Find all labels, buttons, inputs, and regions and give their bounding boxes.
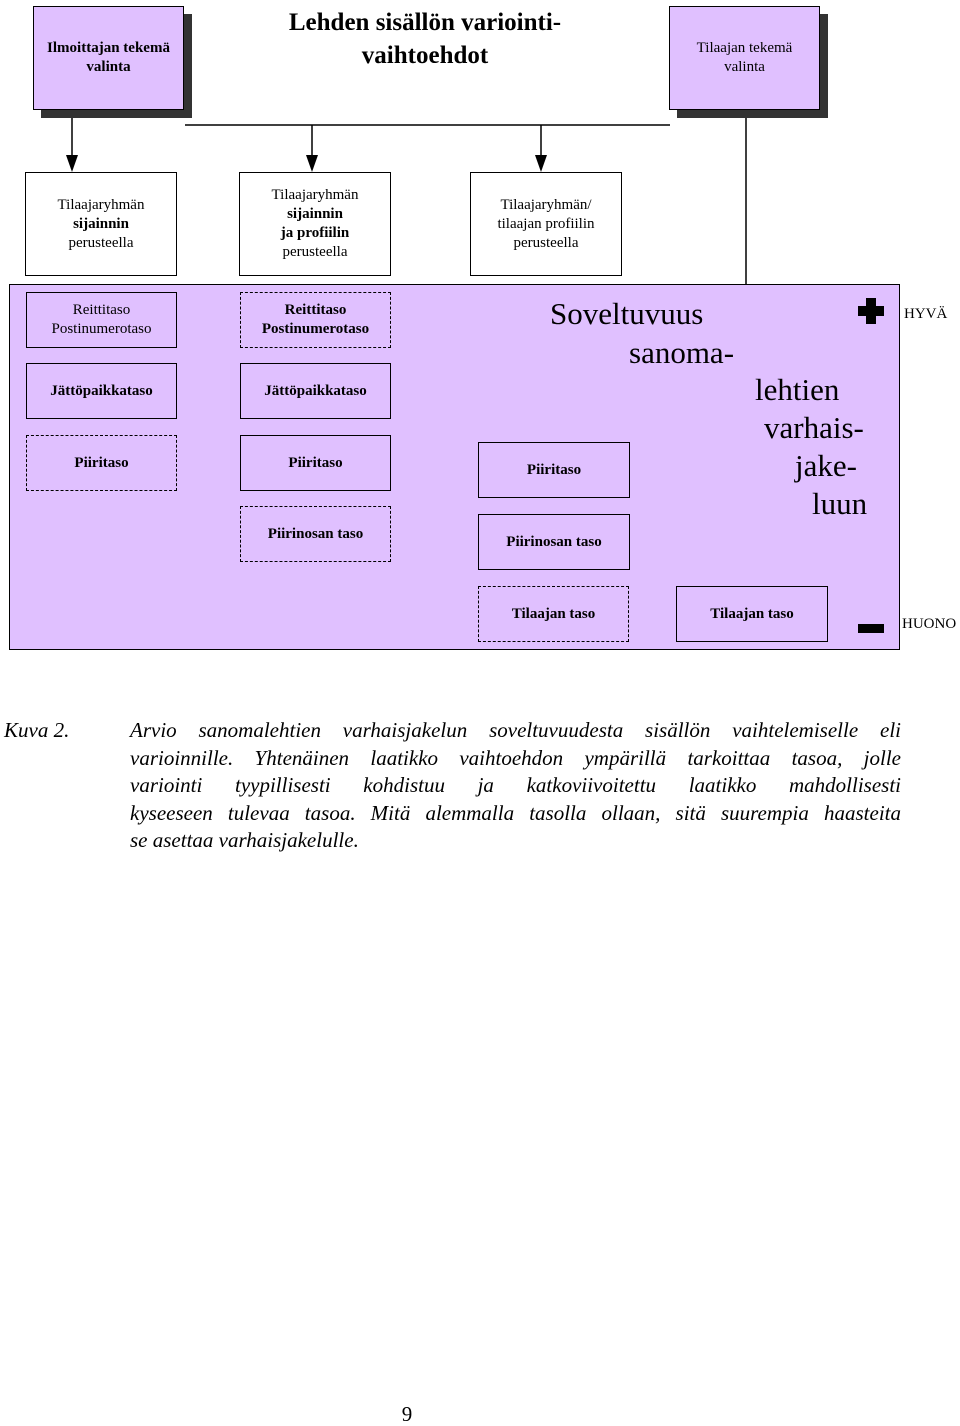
col3-subdistrict-level	[478, 514, 630, 570]
subscriber-choice-box	[669, 6, 820, 110]
level-subscriber: Tilaajan taso	[710, 605, 794, 622]
basis-location-profile-line-2: sijainnin	[287, 206, 343, 222]
basis-location-profile-box	[239, 172, 391, 276]
basis-location-profile-line-3: ja profiilin	[280, 225, 350, 241]
caption-label: Kuva 2.	[4, 718, 70, 742]
basis-location-line-2: sijainnin	[73, 215, 129, 232]
title-line-2: vaihtoehdot	[361, 42, 489, 69]
suitability-line-5: jake-	[795, 448, 857, 483]
bad-label: HUONO	[902, 616, 957, 632]
col3-district-level	[478, 442, 630, 498]
diagram-title	[240, 6, 610, 72]
col1-waste-point-level	[26, 363, 177, 419]
level-postal: Postinumerotaso	[261, 321, 370, 337]
level-waste-point: Jättöpaikkataso	[50, 382, 153, 399]
title-line-1: Lehden sisällön variointi-	[288, 9, 562, 36]
arrow-down-icon	[306, 155, 318, 172]
suitability-line-4: varhais-	[764, 410, 864, 445]
col3-subscriber-level	[478, 586, 629, 642]
advertiser-choice-line-2: valinta	[86, 59, 131, 75]
suitability-line-1: Soveltuvuus	[550, 296, 704, 331]
col2-district-level	[240, 435, 391, 491]
suitability-line-6: luun	[812, 486, 868, 521]
good-label: HYVÄ	[904, 306, 948, 322]
caption-line-5: se asettaa varhaisjakelulle.	[130, 828, 359, 853]
page-number: 9	[401, 1402, 413, 1426]
level-district: Piiritaso	[288, 454, 343, 471]
level-postal: Postinumerotaso	[51, 321, 152, 337]
caption-line-2: varioinnille. Yhtenäinen laatikko vaihtoehdon ympärillä tarkoittaa tasoa, jolle	[130, 745, 901, 770]
col2-waste-point-level	[240, 363, 391, 419]
caption-line-4: kyseeseen tulevaa tasoa. Mitä alemmalla tasolla ollaan, sitä suurempia haasteita	[130, 800, 901, 825]
col4-subscriber-level	[676, 586, 828, 642]
basis-profile-line-2: tilaajan profiilin	[497, 215, 595, 232]
level-waste-point: Jättöpaikkataso	[264, 382, 367, 399]
col1-route-postal-level	[26, 292, 177, 348]
level-route: Reittitaso	[72, 302, 131, 318]
basis-profile-box	[470, 172, 622, 276]
plus-icon	[858, 298, 884, 324]
basis-profile-line-3: perusteella	[513, 234, 579, 251]
advertiser-choice-box	[33, 6, 184, 110]
level-subdistrict: Piirinosan taso	[506, 533, 602, 550]
level-route: Reittitaso	[284, 302, 347, 318]
col2-route-postal-level	[240, 292, 391, 348]
col2-subdistrict-level	[240, 506, 391, 562]
arrow-down-icon	[66, 155, 78, 172]
basis-location-box	[25, 172, 177, 276]
basis-profile-line-1: Tilaajaryhmän/	[500, 196, 592, 213]
level-district: Piiritaso	[526, 461, 582, 478]
suitability-line-2: sanoma-	[629, 335, 735, 370]
caption-line-1: Arvio sanomalehtien varhaisjakelun soveltuvuudesta sisällön vaihtelemiselle eli	[130, 718, 901, 742]
level-subdistrict: Piirinosan taso	[267, 525, 364, 542]
subscriber-choice-line-1: Tilaajan tekemä	[696, 40, 793, 56]
subscriber-choice-line-2: valinta	[724, 59, 765, 75]
basis-location-profile-line-1: Tilaajaryhmän	[271, 187, 359, 203]
suitability-line-3: lehtien	[755, 372, 840, 407]
col1-district-level	[26, 435, 177, 491]
caption-line-3: variointi tyypillisesti kohdistuu ja katkoviivoitettu laatikko mahdollisesti	[130, 773, 901, 798]
basis-location-profile-line-4: perusteella	[282, 244, 348, 260]
minus-icon	[858, 624, 884, 633]
caption-text	[130, 717, 901, 855]
level-subscriber: Tilaajan taso	[511, 605, 596, 622]
level-district: Piiritaso	[74, 454, 129, 471]
advertiser-choice-line-1: Ilmoittajan tekemä	[47, 40, 170, 56]
basis-location-line-1: Tilaajaryhmän	[57, 196, 145, 213]
basis-location-line-3: perusteella	[68, 234, 134, 251]
arrow-down-icon	[535, 155, 547, 172]
